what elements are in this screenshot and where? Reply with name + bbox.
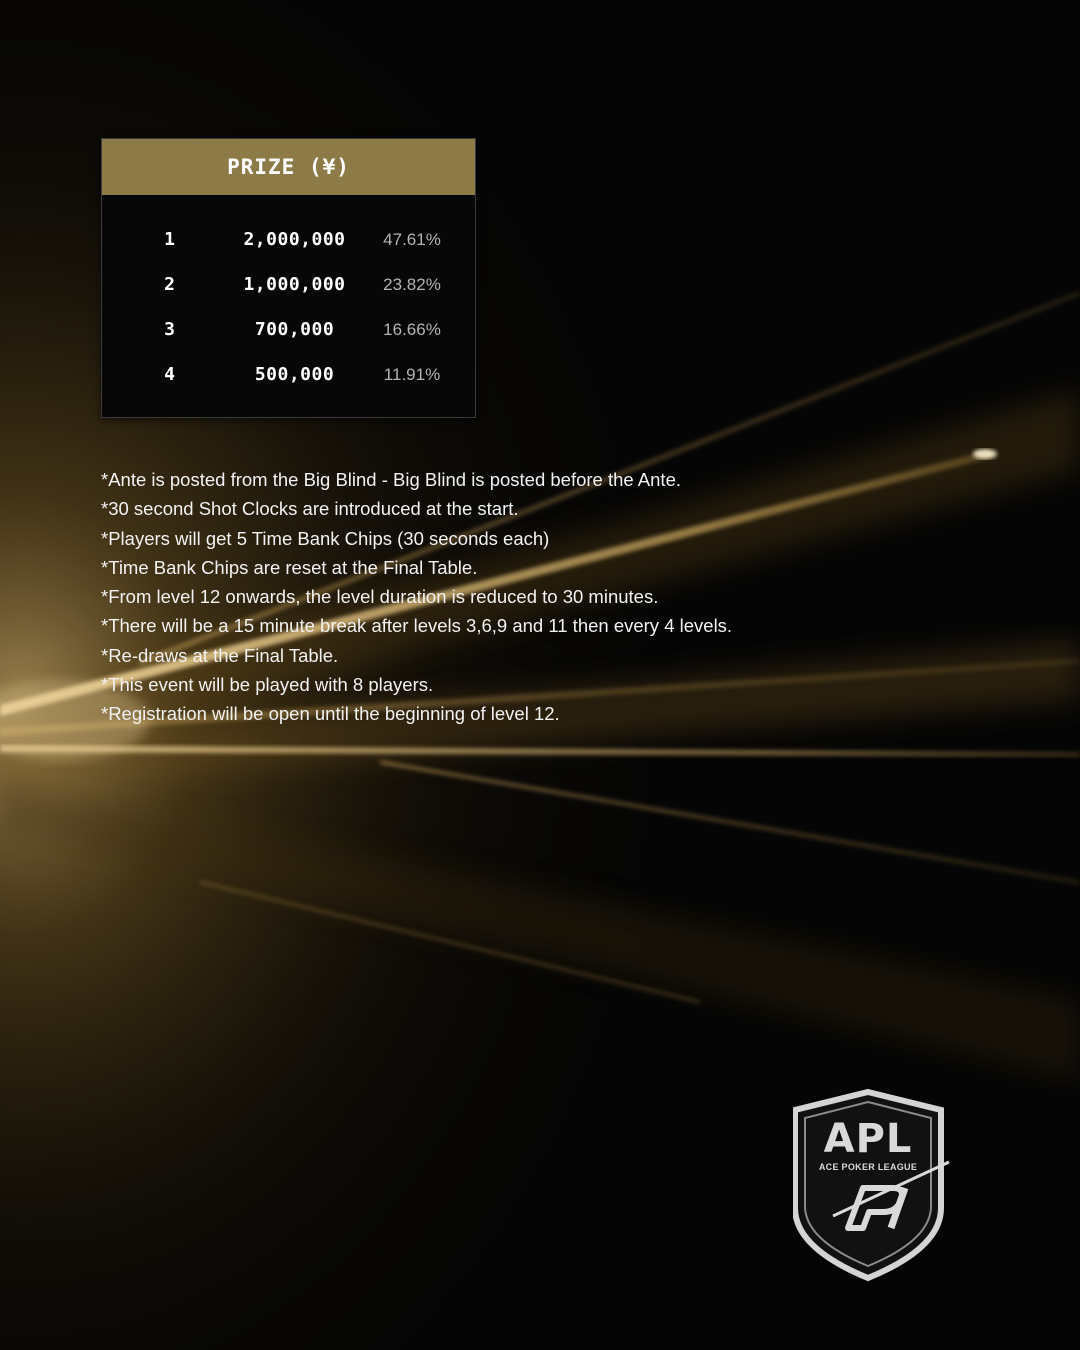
- prize-amount: 2,000,000: [243, 229, 346, 250]
- prize-percent: 23.82%: [383, 274, 441, 294]
- prize-row: [102, 307, 475, 352]
- prize-percent: 47.61%: [383, 229, 441, 249]
- prize-rank: 4: [164, 364, 175, 385]
- apl-logo: [793, 1088, 953, 1283]
- prize-table-body: [102, 195, 475, 397]
- prize-amount: 700,000: [254, 319, 335, 340]
- prize-table: [101, 138, 476, 418]
- prize-row: [102, 352, 475, 397]
- prize-row: [102, 217, 475, 262]
- note-line: *From level 12 onwards, the level duration is reduced to 30 minutes.: [101, 586, 659, 608]
- prize-rank: 3: [164, 319, 175, 340]
- logo-title: APL: [823, 1116, 913, 1162]
- note-line: *30 second Shot Clocks are introduced at the start.: [101, 498, 519, 520]
- note-line: *Players will get 5 Time Bank Chips (30 seconds each): [101, 527, 550, 549]
- tournament-rules-notes: [101, 465, 1001, 729]
- prize-table-header: PRIZE (¥): [102, 139, 475, 195]
- prize-rank: 2: [164, 274, 175, 295]
- note-line: *Time Bank Chips are reset at the Final Table.: [101, 556, 478, 578]
- prize-percent: 16.66%: [383, 319, 441, 339]
- prize-percent: 11.91%: [383, 364, 441, 384]
- note-line: *Ante is posted from the Big Blind - Big Blind is posted before the Ante.: [101, 469, 682, 490]
- note-line: *There will be a 15 minute break after levels 3,6,9 and 11 then every 4 levels.: [101, 615, 733, 637]
- prize-rank: 1: [164, 229, 175, 250]
- prize-amount: 1,000,000: [243, 274, 346, 295]
- logo-subtitle: ACE POKER LEAGUE: [818, 1162, 918, 1172]
- note-line: *Re-draws at the Final Table.: [101, 644, 339, 666]
- prize-amount: 500,000: [254, 364, 335, 385]
- prize-row: [102, 262, 475, 307]
- note-line: *Registration will be open until the beginning of level 12.: [101, 703, 560, 725]
- note-line: *This event will be played with 8 players.: [101, 674, 434, 696]
